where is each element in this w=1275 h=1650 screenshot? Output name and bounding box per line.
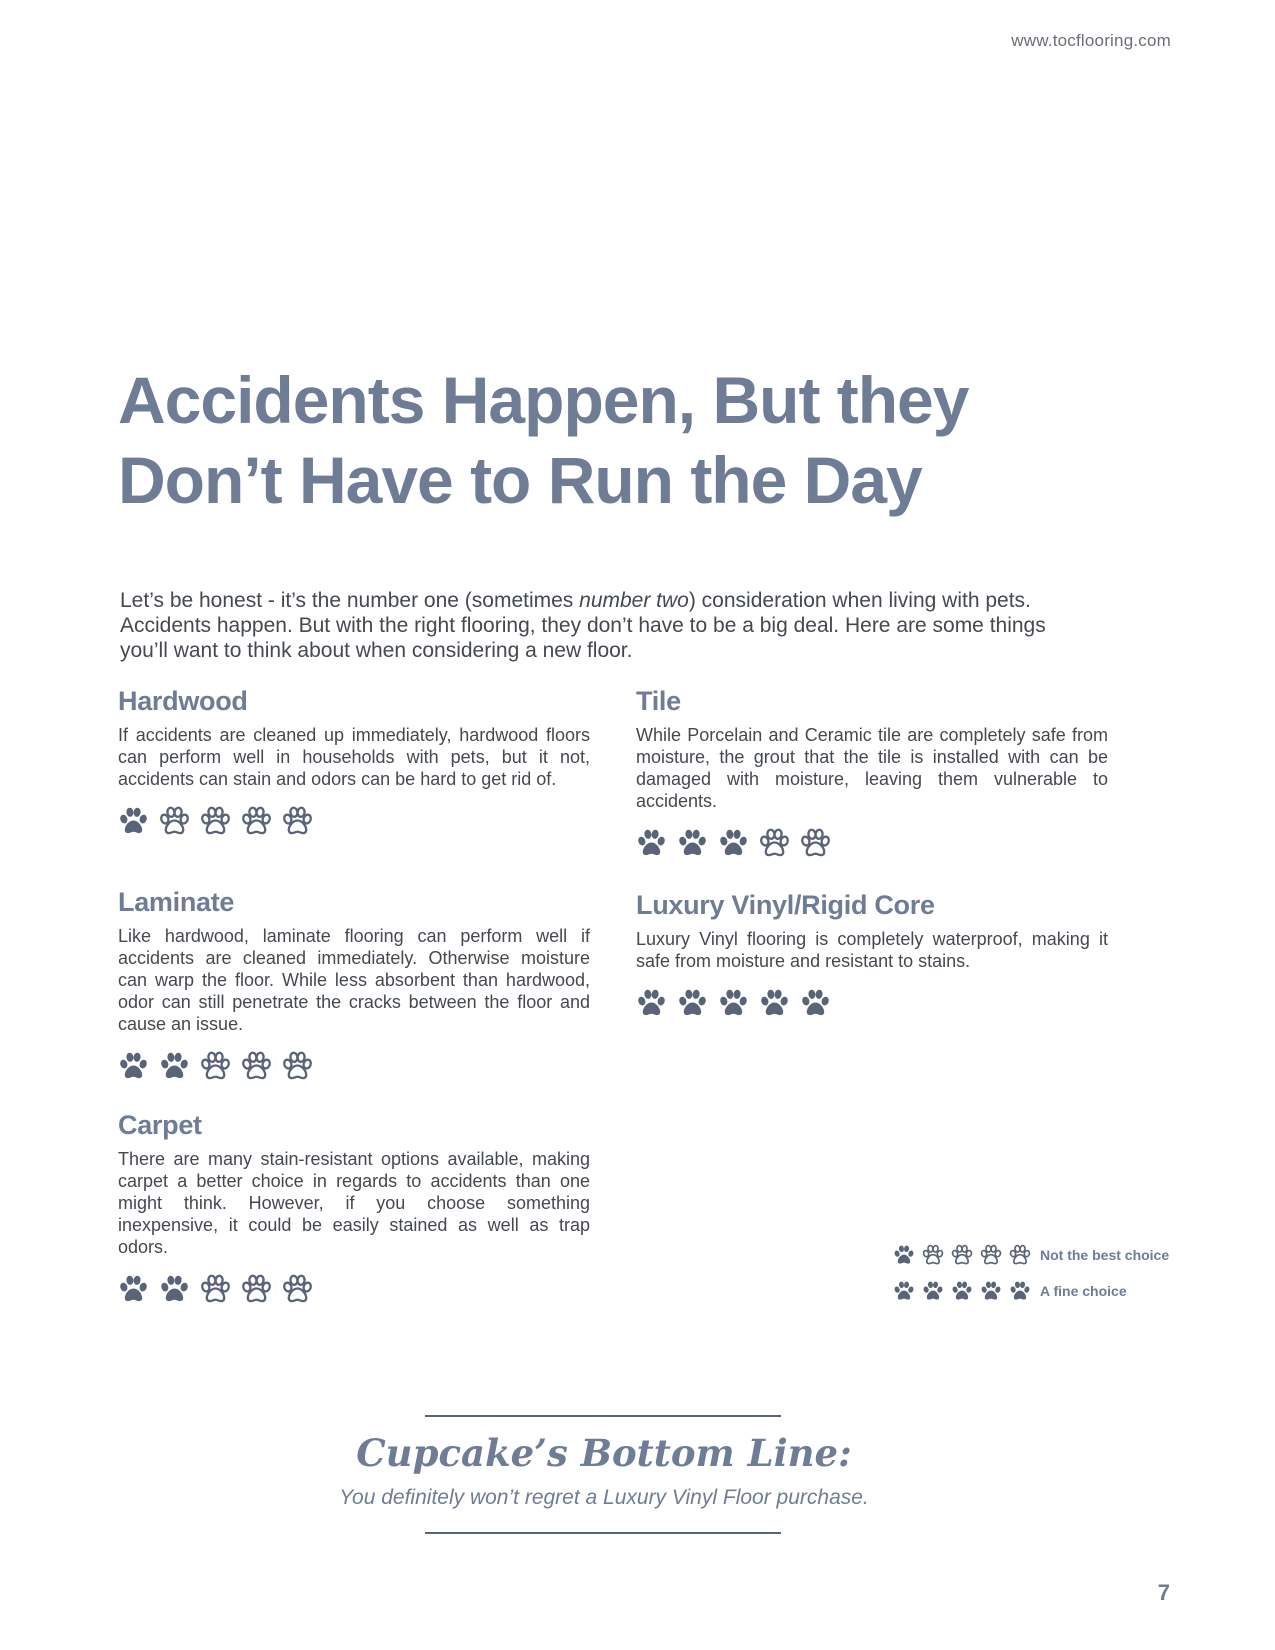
page-title-line-1: Accidents Happen, But they	[118, 363, 969, 437]
paw-outline-icon	[282, 1051, 313, 1081]
paw-filled-icon	[118, 806, 149, 836]
paw-outline-icon	[241, 806, 272, 836]
intro-paragraph	[120, 588, 1080, 663]
legend-row-best	[893, 1279, 1169, 1303]
paw-outline-icon	[241, 1051, 272, 1081]
divider-top	[425, 1415, 781, 1417]
paw-rating	[118, 1051, 590, 1081]
section-tile	[636, 684, 1108, 858]
paw-rating	[118, 806, 590, 836]
legend-label: A fine choice	[1040, 1283, 1127, 1299]
page-title-line-2: Don’t Have to Run the Day	[118, 443, 922, 517]
website-url: www.tocflooring.com	[1011, 31, 1171, 50]
section-carpet	[118, 1108, 590, 1304]
paw-outline-icon	[241, 1274, 272, 1304]
paw-filled-icon	[677, 828, 708, 858]
bottom-line-subtitle: You definitely won’t regret a Luxury Vinyl Floor purchase.	[339, 1486, 869, 1509]
paw-filled-icon	[922, 1280, 944, 1302]
paw-filled-icon	[759, 988, 790, 1018]
paw-outline-icon	[282, 1274, 313, 1304]
legend-label: Not the best choice	[1040, 1247, 1170, 1263]
paw-filled-icon	[636, 828, 667, 858]
paw-filled-icon	[159, 1051, 190, 1081]
paw-outline-icon	[200, 806, 231, 836]
paw-filled-icon	[800, 988, 831, 1018]
paw-filled-icon	[951, 1280, 973, 1302]
paw-filled-icon	[893, 1244, 915, 1266]
paw-rating	[636, 988, 1108, 1018]
paw-filled-icon	[159, 1274, 190, 1304]
page-title	[118, 360, 1078, 520]
paw-filled-icon	[980, 1280, 1002, 1302]
legend-paw-rating	[893, 1244, 1031, 1266]
paw-rating	[118, 1274, 590, 1304]
paw-outline-icon	[200, 1274, 231, 1304]
section-text: While Porcelain and Ceramic tile are completely safe from moisture, the grout that the tile is installed with can be damaged with moisture, leaving them vulnerable to accidents.	[636, 725, 1108, 811]
divider-bottom	[425, 1532, 781, 1534]
section-text: Like hardwood, laminate flooring can perform well if accidents are cleaned immediately. Otherwise moisture can warp the floor. While less absorbent than hardwood, odor can still penetrate the cracks between the floor and cause an issue.	[118, 926, 590, 1034]
paw-filled-icon	[718, 828, 749, 858]
paw-outline-icon	[159, 806, 190, 836]
legend-row-worst	[893, 1243, 1169, 1267]
section-heading: Luxury Vinyl/Rigid Core	[636, 890, 935, 920]
paw-rating	[636, 828, 1108, 858]
section-heading: Tile	[636, 686, 681, 716]
paw-filled-icon	[893, 1280, 915, 1302]
intro-emphasis: number two	[579, 589, 689, 612]
paw-filled-icon	[118, 1274, 149, 1304]
section-laminate	[118, 885, 590, 1081]
paw-outline-icon	[800, 828, 831, 858]
paw-filled-icon	[636, 988, 667, 1018]
section-heading: Laminate	[118, 887, 235, 917]
paw-outline-icon	[951, 1244, 973, 1266]
section-luxury-vinyl	[636, 888, 1108, 1018]
paw-filled-icon	[1009, 1280, 1031, 1302]
section-hardwood	[118, 684, 590, 836]
page-number: 7	[1157, 1580, 1170, 1605]
paw-filled-icon	[677, 988, 708, 1018]
rating-legend	[893, 1243, 1169, 1315]
legend-paw-rating	[893, 1280, 1031, 1302]
section-text: There are many stain-resistant options available, making carpet a better choice in regards to accidents than one might think. However, if you choose something inexpensive, it could be easily stained as well as trap odors.	[118, 1149, 590, 1257]
intro-text-end: ) consideration when living with pets. Accidents happen. But with the right flooring, they don’t have to be a big deal. Here are some things you’ll want to think about when considering a new floor.	[120, 589, 1046, 662]
paw-outline-icon	[282, 806, 313, 836]
section-heading: Hardwood	[118, 686, 248, 716]
intro-text-start: Let’s be honest - it’s the number one (sometimes	[120, 589, 580, 612]
paw-outline-icon	[759, 828, 790, 858]
paw-filled-icon	[118, 1051, 149, 1081]
section-heading: Carpet	[118, 1110, 202, 1140]
section-text: If accidents are cleaned up immediately, hardwood floors can perform well in households with pets, but it not, accidents can stain and odors can be hard to get rid of.	[118, 725, 590, 789]
section-text: Luxury Vinyl flooring is completely waterproof, making it safe from moisture and resistant to stains.	[636, 929, 1108, 971]
paw-outline-icon	[980, 1244, 1002, 1266]
paw-outline-icon	[200, 1051, 231, 1081]
paw-outline-icon	[1009, 1244, 1031, 1266]
paw-outline-icon	[922, 1244, 944, 1266]
paw-filled-icon	[718, 988, 749, 1018]
bottom-line-title: Cupcake’s Bottom Line:	[356, 1431, 852, 1475]
